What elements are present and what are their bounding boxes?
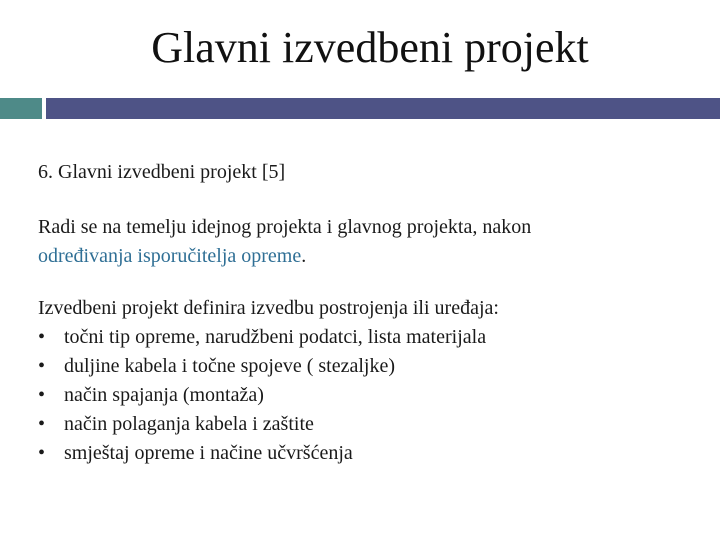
list-item [38,439,708,468]
list-item-text: točni tip opreme, narudžbeni podatci, lista materijala [64,326,487,348]
bullet-symbol: • [38,355,46,377]
bullet-symbol: • [38,326,46,348]
title-rule-bar [46,98,720,119]
bullet-symbol: • [38,442,46,464]
list-item [38,410,708,439]
list-item-text: način spajanja (montaža) [64,384,264,406]
section-heading: 6. Glavni izvedbeni projekt [5] [38,161,286,183]
list-item-text: smještaj opreme i načine učvršćenja [64,442,353,464]
list-item-text: način polaganja kabela i zaštite [64,413,314,435]
definition-list [38,323,708,468]
paragraph-definition: Izvedbeni projekt definira izvedbu postrojenja ili uređaja: [38,297,499,319]
bullet-symbol: • [38,413,46,435]
bullet-symbol: • [38,384,46,406]
list-item-text: duljine kabela i točne spojeve ( stezaljke) [64,355,395,377]
paragraph-basis-end: . [301,245,307,267]
list-item [38,352,708,381]
list-item [38,323,708,352]
title-rule-accent [0,98,42,119]
paragraph-basis [38,213,708,271]
slide-content [38,158,708,468]
list-item [38,381,708,410]
supplier-link[interactable]: određivanja isporučitelja opreme [38,245,302,267]
slide-title: Glavni izvedbeni projekt [151,23,589,72]
paragraph-basis-line1: Radi se na temelju idejnog projekta i glavnog projekta, nakon [38,216,532,238]
